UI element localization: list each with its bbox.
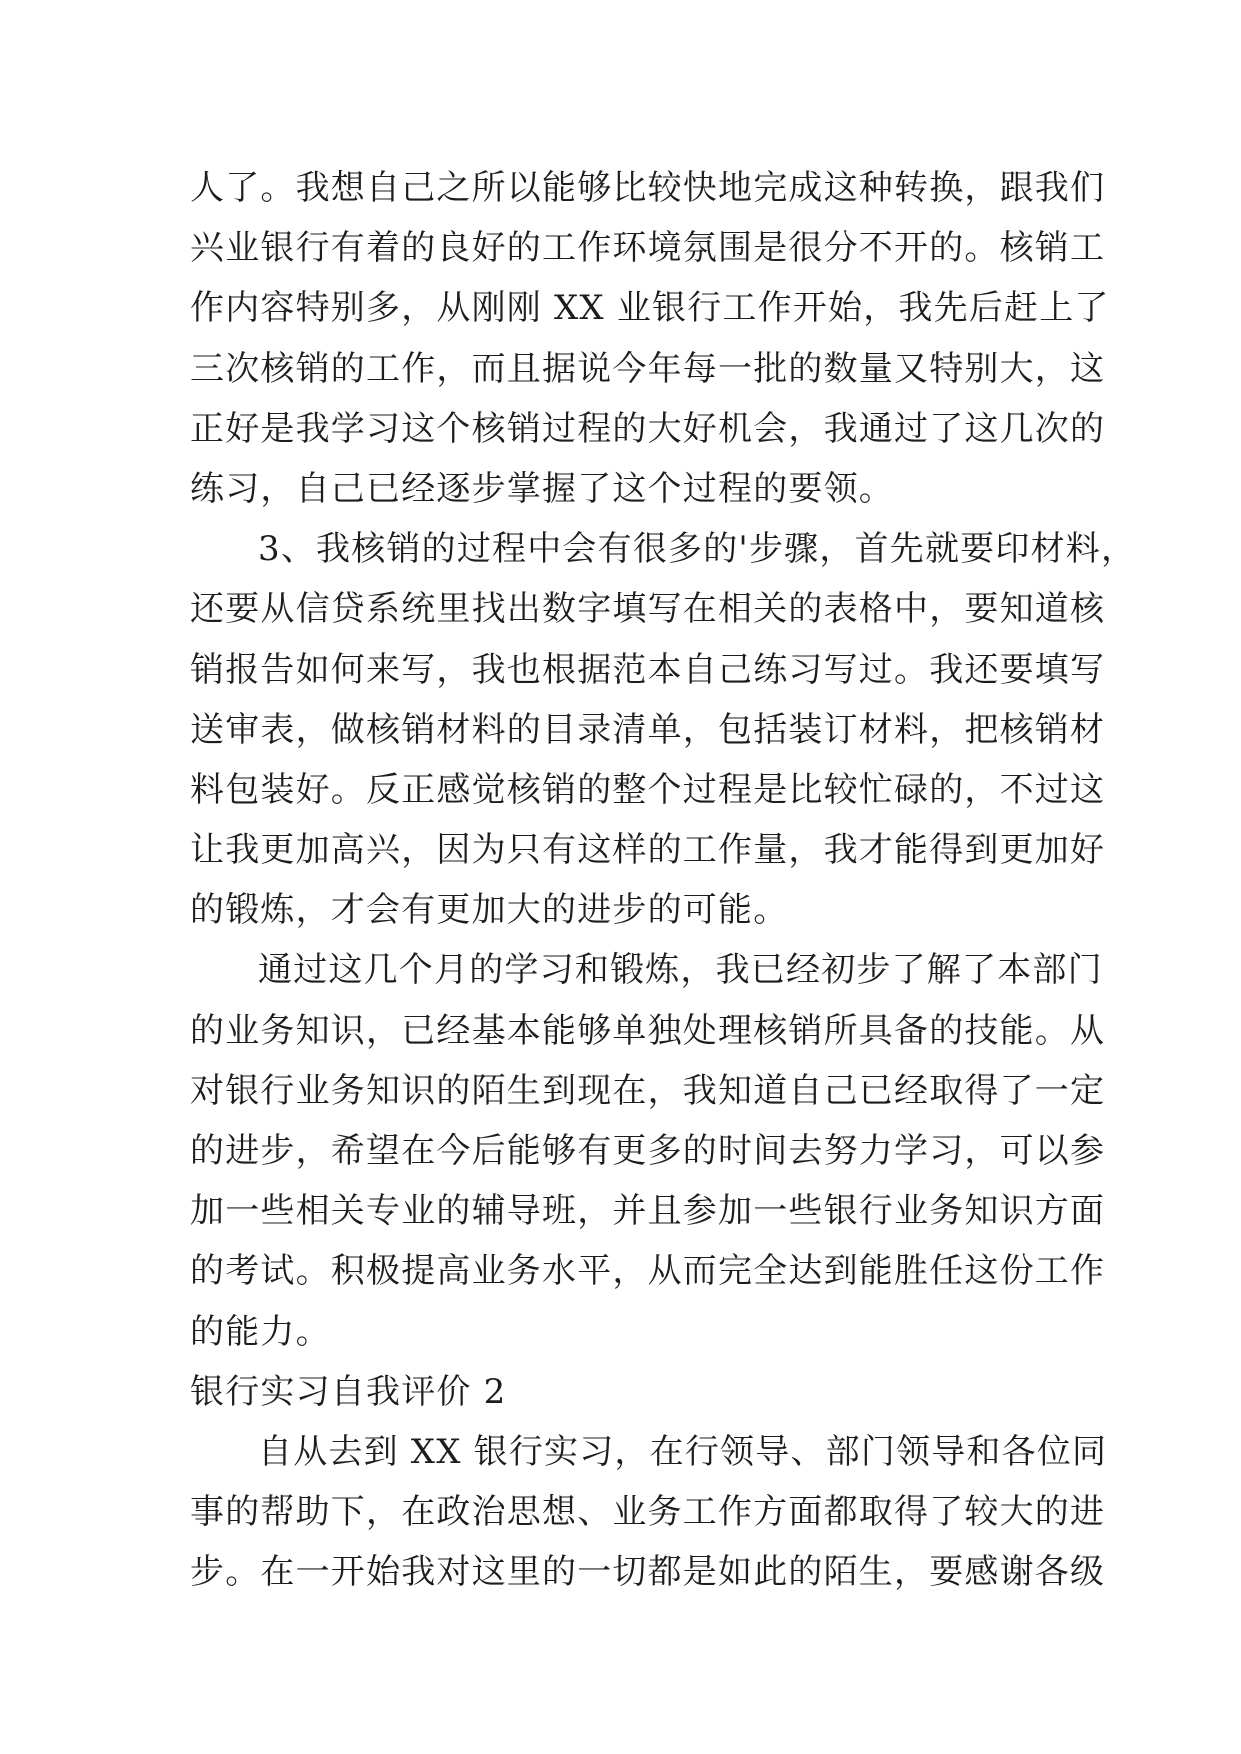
document-body <box>190 158 1137 1603</box>
text-line-10: 送审表，做核销材料的目录清单，包括装订材料，把核销材 <box>190 709 1106 750</box>
text-line-24: 步。在一开始我对这里的一切都是如此的陌生，要感谢各级 <box>190 1552 1106 1593</box>
paragraph-start-line-22: 自从去到 XX 银行实习，在行领导、部门领导和各位同 <box>258 1431 1108 1472</box>
paragraph-start-line-7: 3、我核销的过程中会有很多的'步骤，首先就要印材料， <box>258 529 1137 570</box>
text-line-12: 让我更加高兴，因为只有这样的工作量，我才能得到更加好 <box>190 830 1106 871</box>
text-line-17: 的进步，希望在今后能够有更多的时间去努力学习，可以参 <box>190 1131 1106 1171</box>
text-line-13: 的锻炼，才会有更加大的进步的可能。 <box>190 890 789 931</box>
text-line-20: 的能力。 <box>190 1311 331 1352</box>
text-line-9: 销报告如何来写，我也根据范本自己练习写过。我还要填写 <box>190 649 1106 690</box>
text-line-3: 作内容特别多，从刚刚 XX 业银行工作开始，我先后赶上了 <box>190 288 1110 329</box>
text-line-16: 对银行业务知识的陌生到现在，我知道自己已经取得了一定 <box>190 1070 1106 1111</box>
text-line-15: 的业务知识，已经基本能够单独处理核销所具备的技能。从 <box>190 1010 1106 1051</box>
text-line-4: 三次核销的工作，而且据说今年每一批的数量又特别大，这 <box>190 348 1106 389</box>
section-heading: 银行实习自我评价 2 <box>190 1371 507 1412</box>
text-line-11: 料包装好。反正感觉核销的整个过程是比较忙碌的，不过这 <box>190 769 1106 810</box>
text-line-5: 正好是我学习这个核销过程的大好机会，我通过了这几次的 <box>190 408 1106 449</box>
text-line-2: 兴业银行有着的良好的工作环境氛围是很分不开的。核销工 <box>190 228 1106 269</box>
paragraph-start-line-14: 通过这几个月的学习和锻炼，我已经初步了解了本部门 <box>258 950 1103 991</box>
text-line-6: 练习，自己已经逐步掌握了这个过程的要领。 <box>190 468 894 509</box>
text-line-18: 加一些相关专业的辅导班，并且参加一些银行业务知识方面 <box>190 1191 1106 1232</box>
text-line-1: 人了。我想自己之所以能够比较快地完成这种转换，跟我们 <box>190 168 1106 208</box>
text-line-23: 事的帮助下，在政治思想、业务工作方面都取得了较大的进 <box>190 1492 1106 1533</box>
text-line-19: 的考试。积极提高业务水平，从而完全达到能胜任这份工作 <box>190 1251 1106 1292</box>
text-line-8: 还要从信贷系统里找出数字填写在相关的表格中，要知道核 <box>190 589 1106 630</box>
